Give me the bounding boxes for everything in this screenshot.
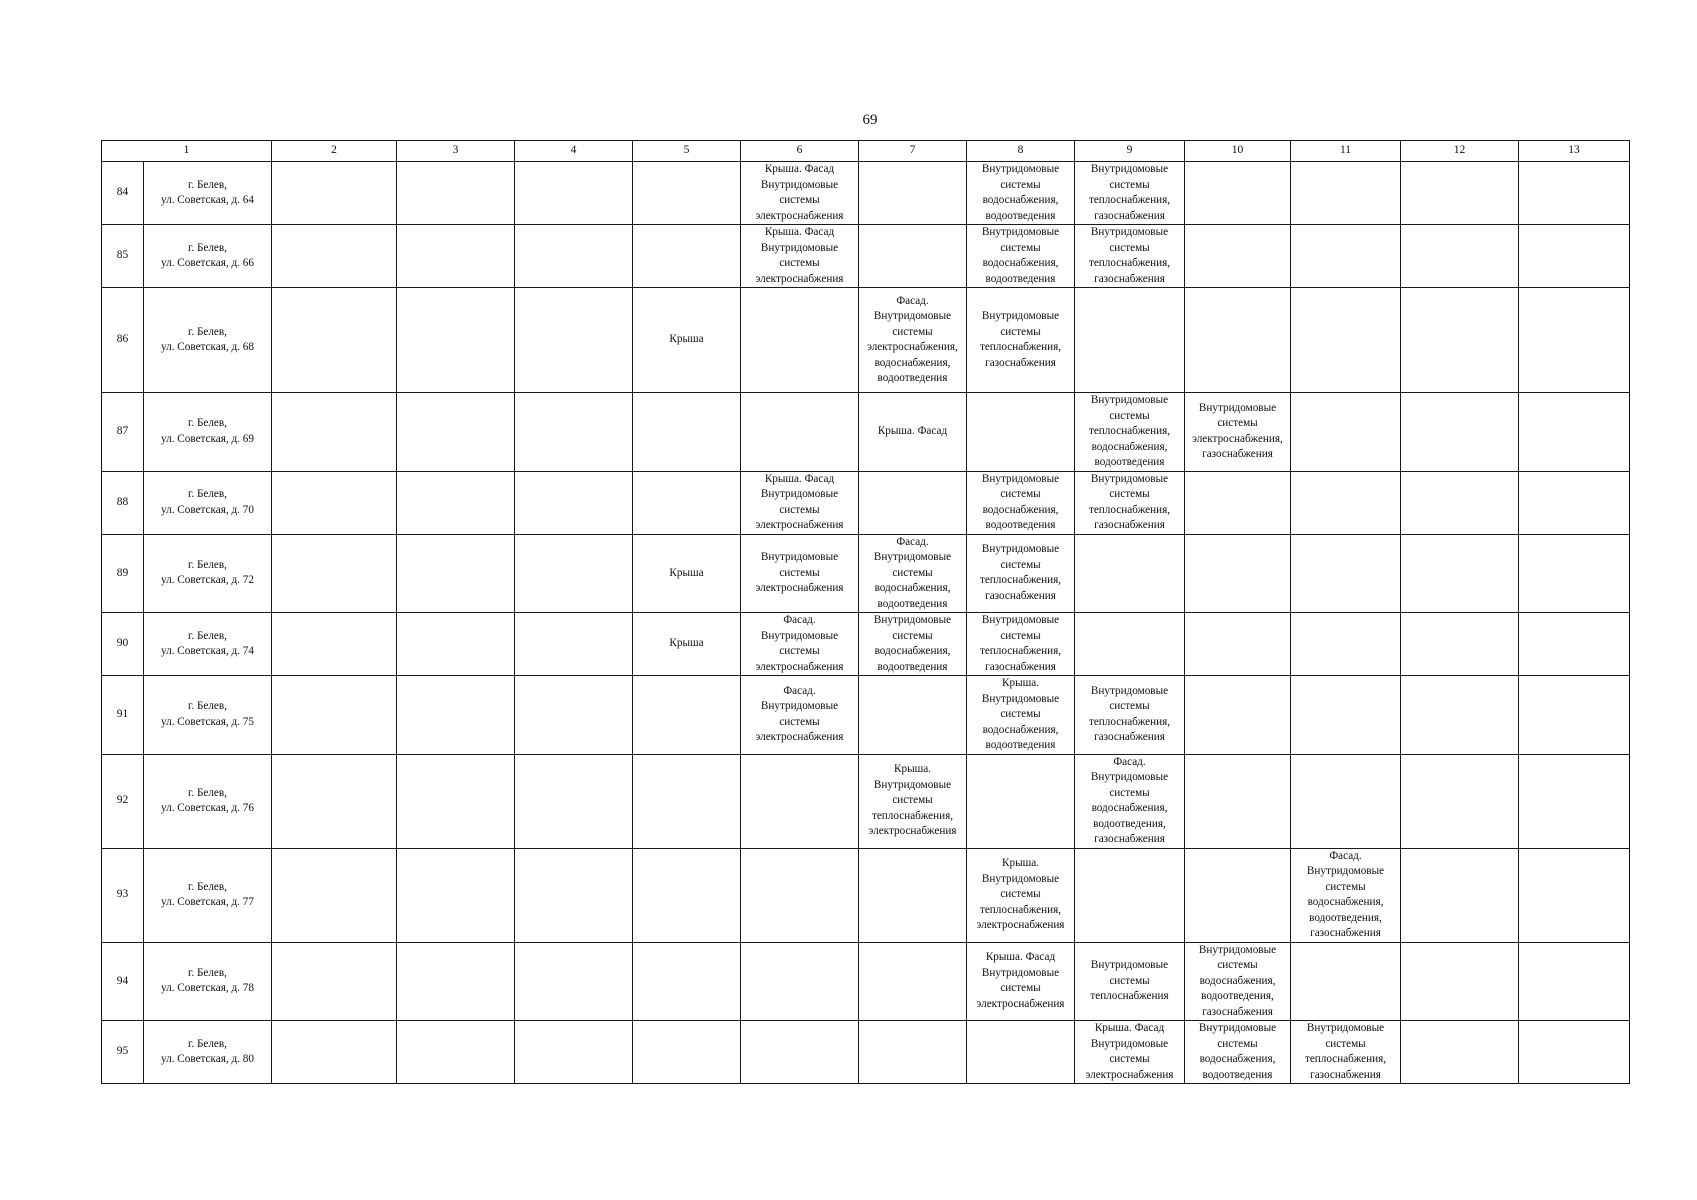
address-cell <box>144 1021 272 1084</box>
address-street: ул. Советская, д. 72 <box>161 574 254 587</box>
work-cell-col-8 <box>967 1021 1075 1084</box>
work-cell-col-5: Крыша <box>633 534 741 613</box>
work-cell-col-6 <box>741 848 859 942</box>
address-city: г. Белев, <box>188 178 227 191</box>
work-cell-col-4 <box>515 162 633 225</box>
work-cell-col-8: Внутридомовые системы водоснабжения, водоотведения <box>967 471 1075 534</box>
work-cell-col-8: Внутридомовые системы водоснабжения, водоотведения <box>967 225 1075 288</box>
address-city: г. Белев, <box>188 325 227 338</box>
work-cell-col-9 <box>1075 534 1185 613</box>
work-cell-col-6: Внутридомовые системы электроснабжения <box>741 534 859 613</box>
work-cell-col-6: Фасад. Внутридомовые системы электроснабжения <box>741 613 859 676</box>
table-row <box>102 1021 1630 1084</box>
address-street: ул. Советская, д. 74 <box>161 645 254 657</box>
work-cell-col-8: Крыша. Внутридомовые системы водоснабжения, водоотведения <box>967 676 1075 755</box>
page-number: 69 <box>862 112 878 128</box>
work-cell-col-11 <box>1291 225 1401 288</box>
column-header-12: 12 <box>1401 141 1519 162</box>
row-number: 90 <box>102 613 144 676</box>
address-cell <box>144 471 272 534</box>
column-header-9: 9 <box>1075 141 1185 162</box>
column-header-13: 13 <box>1519 141 1630 162</box>
work-cell-col-11 <box>1291 162 1401 225</box>
work-cell-col-12 <box>1401 942 1519 1021</box>
row-number: 94 <box>102 942 144 1021</box>
address-city: г. Белев, <box>188 880 227 893</box>
work-cell-col-5 <box>633 754 741 848</box>
work-cell-col-3 <box>397 942 515 1021</box>
work-cell-col-6 <box>741 393 859 472</box>
work-cell-col-12 <box>1401 534 1519 613</box>
work-cell-col-7: Фасад. Внутридомовые системы электроснабжения, водоснабжения, водоотведения <box>859 288 967 393</box>
column-header-11: 11 <box>1291 141 1401 162</box>
column-header-6: 6 <box>741 141 859 162</box>
row-number: 93 <box>102 848 144 942</box>
work-cell-col-13 <box>1519 393 1630 472</box>
work-cell-col-9: Крыша. Фасад Внутридомовые системы электроснабжения <box>1075 1021 1185 1084</box>
work-cell-col-11 <box>1291 613 1401 676</box>
column-header-4: 4 <box>515 141 633 162</box>
column-header-8: 8 <box>967 141 1075 162</box>
address-cell <box>144 534 272 613</box>
work-cell-col-12 <box>1401 471 1519 534</box>
address-street: ул. Советская, д. 78 <box>161 982 254 995</box>
table-row <box>102 225 1630 288</box>
address-street: ул. Советская, д. 64 <box>161 194 254 206</box>
work-cell-col-10 <box>1185 676 1291 755</box>
row-number: 88 <box>102 471 144 534</box>
work-cell-col-6 <box>741 942 859 1021</box>
work-cell-col-6 <box>741 754 859 848</box>
work-cell-col-12 <box>1401 676 1519 755</box>
address-street: ул. Советская, д. 70 <box>161 503 254 516</box>
work-cell-col-10 <box>1185 613 1291 676</box>
work-cell-col-13 <box>1519 848 1630 942</box>
address-street: ул. Советская, д. 80 <box>161 1053 254 1065</box>
work-cell-col-4 <box>515 848 633 942</box>
work-cell-col-11: Фасад. Внутридомовые системы водоснабжения, водоотведения, газоснабжения <box>1291 848 1401 942</box>
column-header-5: 5 <box>633 141 741 162</box>
address-street: ул. Советская, д. 76 <box>161 802 254 814</box>
work-cell-col-2 <box>272 471 397 534</box>
work-cell-col-13 <box>1519 754 1630 848</box>
address-cell <box>144 942 272 1021</box>
work-cell-col-3 <box>397 676 515 755</box>
work-cell-col-7 <box>859 848 967 942</box>
row-number: 92 <box>102 754 144 848</box>
work-cell-col-5 <box>633 848 741 942</box>
address-street: ул. Советская, д. 66 <box>161 257 254 269</box>
work-cell-col-13 <box>1519 162 1630 225</box>
work-cell-col-12 <box>1401 393 1519 472</box>
work-cell-col-11 <box>1291 288 1401 393</box>
work-cell-col-6: Крыша. Фасад Внутридомовые системы электроснабжения <box>741 471 859 534</box>
work-cell-col-9: Внутридомовые системы теплоснабжения, газоснабжения <box>1075 471 1185 534</box>
row-number: 87 <box>102 393 144 472</box>
work-cell-col-6: Фасад. Внутридомовые системы электроснабжения <box>741 676 859 755</box>
row-number: 86 <box>102 288 144 393</box>
work-cell-col-8 <box>967 393 1075 472</box>
address-street: ул. Советская, д. 77 <box>161 896 254 908</box>
work-cell-col-2 <box>272 848 397 942</box>
work-cell-col-7: Крыша. Внутридомовые системы теплоснабжения, электроснабжения <box>859 754 967 848</box>
address-cell <box>144 225 272 288</box>
work-cell-col-6 <box>741 1021 859 1084</box>
work-cell-col-5 <box>633 225 741 288</box>
work-cell-col-9 <box>1075 613 1185 676</box>
address-cell <box>144 162 272 225</box>
column-header-2: 2 <box>272 141 397 162</box>
work-cell-col-7 <box>859 471 967 534</box>
work-cell-col-11 <box>1291 676 1401 755</box>
work-cell-col-4 <box>515 942 633 1021</box>
work-cell-col-3 <box>397 1021 515 1084</box>
work-cell-col-12 <box>1401 288 1519 393</box>
work-cell-col-2 <box>272 393 397 472</box>
work-cell-col-7 <box>859 225 967 288</box>
work-cell-col-10 <box>1185 288 1291 393</box>
work-cell-col-6: Крыша. Фасад Внутридомовые системы электроснабжения <box>741 162 859 225</box>
work-cell-col-13 <box>1519 1021 1630 1084</box>
work-cell-col-8: Крыша. Внутридомовые системы теплоснабжения, электроснабжения <box>967 848 1075 942</box>
work-cell-col-8: Внутридомовые системы теплоснабжения, газоснабжения <box>967 288 1075 393</box>
work-cell-col-2 <box>272 1021 397 1084</box>
column-header-7: 7 <box>859 141 967 162</box>
work-cell-col-5 <box>633 942 741 1021</box>
work-cell-col-7: Крыша. Фасад <box>859 393 967 472</box>
work-cell-col-8: Внутридомовые системы водоснабжения, водоотведения <box>967 162 1075 225</box>
work-cell-col-11 <box>1291 534 1401 613</box>
work-cell-col-10: Внутридомовые системы электроснабжения, газоснабжения <box>1185 393 1291 472</box>
column-header-10: 10 <box>1185 141 1291 162</box>
work-cell-col-12 <box>1401 848 1519 942</box>
work-cell-col-10: Внутридомовые системы водоснабжения, водоотведения <box>1185 1021 1291 1084</box>
address-cell <box>144 613 272 676</box>
work-cell-col-13 <box>1519 942 1630 1021</box>
work-cell-col-3 <box>397 754 515 848</box>
work-cell-col-9: Внутридомовые системы теплоснабжения, газоснабжения <box>1075 676 1185 755</box>
work-cell-col-8: Внутридомовые системы теплоснабжения, газоснабжения <box>967 613 1075 676</box>
work-cell-col-4 <box>515 534 633 613</box>
work-cell-col-11 <box>1291 754 1401 848</box>
work-cell-col-9 <box>1075 848 1185 942</box>
work-cell-col-3 <box>397 613 515 676</box>
work-cell-col-9: Фасад. Внутридомовые системы водоснабжения, водоотведения, газоснабжения <box>1075 754 1185 848</box>
work-cell-col-11: Внутридомовые системы теплоснабжения, газоснабжения <box>1291 1021 1401 1084</box>
work-cell-col-7: Фасад. Внутридомовые системы водоснабжения, водоотведения <box>859 534 967 613</box>
work-cell-col-5 <box>633 676 741 755</box>
address-street: ул. Советская, д. 75 <box>161 715 254 728</box>
address-city: г. Белев, <box>188 1037 227 1050</box>
table-row <box>102 754 1630 848</box>
work-cell-col-13 <box>1519 613 1630 676</box>
work-cell-col-5: Крыша <box>633 288 741 393</box>
row-number: 84 <box>102 162 144 225</box>
work-cell-col-13 <box>1519 471 1630 534</box>
work-cell-col-2 <box>272 676 397 755</box>
work-cell-col-5 <box>633 471 741 534</box>
row-number: 91 <box>102 676 144 755</box>
table-row <box>102 471 1630 534</box>
work-cell-col-13 <box>1519 288 1630 393</box>
work-cell-col-13 <box>1519 534 1630 613</box>
address-street: ул. Советская, д. 68 <box>161 341 254 353</box>
work-cell-col-3 <box>397 288 515 393</box>
work-cell-col-11 <box>1291 942 1401 1021</box>
work-cell-col-3 <box>397 471 515 534</box>
work-cell-col-3 <box>397 848 515 942</box>
work-cell-col-3 <box>397 225 515 288</box>
work-cell-col-2 <box>272 942 397 1021</box>
address-cell <box>144 393 272 472</box>
work-cell-col-10 <box>1185 534 1291 613</box>
work-cell-col-2 <box>272 613 397 676</box>
repair-plan-table <box>101 140 1630 1084</box>
work-cell-col-10 <box>1185 471 1291 534</box>
work-cell-col-10 <box>1185 225 1291 288</box>
work-cell-col-2 <box>272 288 397 393</box>
table-body <box>102 162 1630 1084</box>
work-cell-col-3 <box>397 534 515 613</box>
address-city: г. Белев, <box>188 558 227 571</box>
work-cell-col-2 <box>272 534 397 613</box>
work-cell-col-6: Крыша. Фасад Внутридомовые системы электроснабжения <box>741 225 859 288</box>
work-cell-col-12 <box>1401 613 1519 676</box>
address-cell <box>144 848 272 942</box>
work-cell-col-9: Внутридомовые системы теплоснабжения, газоснабжения <box>1075 162 1185 225</box>
address-cell <box>144 676 272 755</box>
work-cell-col-10 <box>1185 754 1291 848</box>
work-cell-col-8 <box>967 754 1075 848</box>
table-row <box>102 534 1630 613</box>
address-city: г. Белев, <box>188 241 227 254</box>
work-cell-col-6 <box>741 288 859 393</box>
table-row <box>102 848 1630 942</box>
work-cell-col-4 <box>515 613 633 676</box>
address-city: г. Белев, <box>188 488 227 500</box>
work-cell-col-7: Внутридомовые системы водоснабжения, водоотведения <box>859 613 967 676</box>
address-street: ул. Советская, д. 69 <box>161 432 254 445</box>
work-cell-col-7 <box>859 162 967 225</box>
work-cell-col-10 <box>1185 162 1291 225</box>
work-cell-col-4 <box>515 225 633 288</box>
work-cell-col-5: Крыша <box>633 613 741 676</box>
column-number-row <box>102 141 1630 162</box>
row-number: 85 <box>102 225 144 288</box>
table-row <box>102 162 1630 225</box>
address-cell <box>144 288 272 393</box>
table-row <box>102 288 1630 393</box>
work-cell-col-10: Внутридомовые системы водоснабжения, водоотведения, газоснабжения <box>1185 942 1291 1021</box>
work-cell-col-4 <box>515 676 633 755</box>
work-cell-col-12 <box>1401 1021 1519 1084</box>
work-cell-col-7 <box>859 676 967 755</box>
row-number: 95 <box>102 1021 144 1084</box>
work-cell-col-9 <box>1075 288 1185 393</box>
work-cell-col-4 <box>515 471 633 534</box>
work-cell-col-11 <box>1291 393 1401 472</box>
work-cell-col-2 <box>272 225 397 288</box>
work-cell-col-5 <box>633 162 741 225</box>
work-cell-col-5 <box>633 393 741 472</box>
address-city: г. Белев, <box>188 966 227 979</box>
table-row <box>102 676 1630 755</box>
column-header-1: 1 <box>102 141 272 162</box>
address-city: г. Белев, <box>188 629 227 642</box>
work-cell-col-12 <box>1401 754 1519 848</box>
work-cell-col-8: Крыша. Фасад Внутридомовые системы электроснабжения <box>967 942 1075 1021</box>
work-cell-col-9: Внутридомовые системы теплоснабжения <box>1075 942 1185 1021</box>
address-city: г. Белев, <box>188 786 227 799</box>
row-number: 89 <box>102 534 144 613</box>
work-cell-col-3 <box>397 162 515 225</box>
work-cell-col-3 <box>397 393 515 472</box>
address-city: г. Белев, <box>188 417 227 430</box>
work-cell-col-7 <box>859 1021 967 1084</box>
table-row <box>102 393 1630 472</box>
address-cell <box>144 754 272 848</box>
address-city: г. Белев, <box>188 700 227 713</box>
work-cell-col-4 <box>515 393 633 472</box>
work-cell-col-13 <box>1519 676 1630 755</box>
work-cell-col-12 <box>1401 225 1519 288</box>
work-cell-col-7 <box>859 942 967 1021</box>
work-cell-col-9: Внутридомовые системы теплоснабжения, водоснабжения, водоотведения <box>1075 393 1185 472</box>
work-cell-col-9: Внутридомовые системы теплоснабжения, газоснабжения <box>1075 225 1185 288</box>
work-cell-col-10 <box>1185 848 1291 942</box>
column-header-3: 3 <box>397 141 515 162</box>
table-row <box>102 613 1630 676</box>
work-cell-col-12 <box>1401 162 1519 225</box>
table-row <box>102 942 1630 1021</box>
work-cell-col-11 <box>1291 471 1401 534</box>
work-cell-col-13 <box>1519 225 1630 288</box>
work-cell-col-4 <box>515 288 633 393</box>
work-cell-col-4 <box>515 1021 633 1084</box>
work-cell-col-4 <box>515 754 633 848</box>
work-cell-col-2 <box>272 162 397 225</box>
work-cell-col-2 <box>272 754 397 848</box>
work-cell-col-5 <box>633 1021 741 1084</box>
work-cell-col-8: Внутридомовые системы теплоснабжения, газоснабжения <box>967 534 1075 613</box>
